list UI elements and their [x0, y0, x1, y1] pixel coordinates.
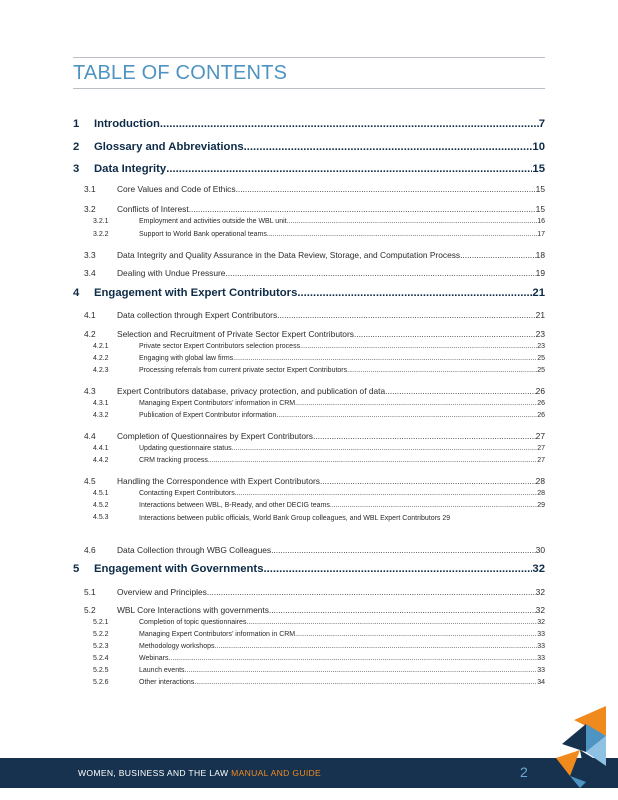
toc-label: Data collection through Expert Contributors	[117, 310, 278, 320]
toc-page: 27	[537, 457, 545, 464]
toc-label: Completion of Questionnaires by Expert Contributors	[117, 431, 313, 441]
toc-page: 25	[537, 355, 545, 362]
toc-page: 27	[535, 431, 545, 441]
toc-entry-4-5-3[interactable]	[93, 514, 545, 536]
toc-label: Interactions between public officials, World Bank Group colleagues, and WBL Expert Contributors 29	[139, 515, 451, 522]
toc-number: 4.3.1	[93, 400, 109, 407]
toc-entry-4-2[interactable]	[84, 329, 545, 339]
toc-number: 4	[73, 287, 80, 299]
toc-number: 4.3.2	[93, 412, 109, 419]
toc-label: Managing Expert Contributors’ information in CRM	[139, 400, 296, 407]
toc-label: Other interactions	[139, 679, 195, 686]
toc-entry-3-2[interactable]	[84, 204, 545, 214]
toc-number: 4.2.3	[93, 367, 109, 374]
toc-label: Engaging with global law firms	[139, 355, 234, 362]
toc-label: Private sector Expert Contributors selection process	[139, 343, 301, 350]
toc-number: 5.2.4	[93, 655, 109, 662]
toc-label: Conflicts of Interest	[117, 204, 189, 214]
toc-number: 5.1	[84, 587, 96, 597]
toc-number: 4.6	[84, 545, 96, 555]
toc-page: 10	[532, 141, 545, 153]
toc-page: 15	[532, 163, 545, 175]
toc-number: 3.2	[84, 204, 96, 214]
toc-label: Support to World Bank operational teams	[139, 231, 267, 238]
toc-number: 4.4.1	[93, 445, 109, 452]
toc-entry-4-5[interactable]	[84, 476, 545, 486]
toc-label: Handling the Correspondence with Expert Contributors	[117, 476, 320, 486]
toc-label: Data Integrity and Quality Assurance in the Data Review, Storage, and Computation Process	[117, 250, 461, 260]
page-title: TABLE OF CONTENTS	[73, 62, 288, 84]
toc-entry-4-3[interactable]	[84, 386, 545, 396]
toc-label: WBL Core Interactions with governments	[117, 605, 269, 615]
toc-number: 5.2	[84, 605, 96, 615]
toc-page: 19	[535, 268, 545, 278]
toc-label: Contacting Expert Contributors	[139, 490, 235, 497]
toc-number: 5.2.2	[93, 631, 109, 638]
toc-entry-1[interactable]	[73, 118, 545, 130]
toc-page: 32	[535, 605, 545, 615]
toc-page: 23	[535, 329, 545, 339]
toc-page: 21	[535, 310, 545, 320]
toc-number: 4.5.2	[93, 502, 109, 509]
toc-entry-4-5-1[interactable]	[93, 490, 545, 497]
toc-label: Interactions between WBL, B-Ready, and other DECIG teams	[139, 502, 330, 509]
toc-label: Methodology workshops	[139, 643, 215, 650]
toc-number: 1	[73, 118, 80, 130]
toc-number: 5.2.1	[93, 619, 109, 626]
toc-page: 34	[537, 679, 545, 686]
toc-number: 5	[73, 563, 80, 575]
toc-entry-5-2-5[interactable]	[93, 667, 545, 674]
toc-label: Completion of topic questionnaires	[139, 619, 247, 626]
toc-label: Webinars	[139, 655, 169, 662]
toc-label: Expert Contributors database, privacy protection, and publication of data	[117, 386, 386, 396]
toc-entry-5-2-1[interactable]	[93, 619, 545, 626]
toc-page: 15	[535, 184, 545, 194]
toc-page: 17	[537, 231, 545, 238]
toc-entry-4-3-1[interactable]	[93, 400, 545, 407]
toc-page: 28	[537, 490, 545, 497]
toc-page: 26	[537, 412, 545, 419]
toc-page: 29	[537, 502, 545, 509]
toc-entry-5-2-6[interactable]	[93, 679, 545, 686]
toc-page: 25	[537, 367, 545, 374]
toc-page: 23	[537, 343, 545, 350]
toc-label: Glossary and Abbreviations	[94, 141, 244, 153]
toc-label: Publication of Expert Contributor information	[139, 412, 277, 419]
toc-number: 3.4	[84, 268, 96, 278]
toc-entry-4-2-3[interactable]	[93, 367, 545, 374]
page-number: 2	[520, 764, 528, 780]
toc-page: 33	[537, 667, 545, 674]
toc-label: Data Collection through WBG Colleagues	[117, 545, 272, 555]
toc-label: Data Integrity	[94, 163, 167, 175]
toc-number: 2	[73, 141, 80, 153]
toc-entry-3-2-1[interactable]	[93, 218, 545, 225]
toc-entry-4-4-2[interactable]	[93, 457, 545, 464]
toc-entry-4-5-2[interactable]	[93, 502, 545, 509]
footer-title-accent: MANUAL AND GUIDE	[231, 768, 322, 778]
toc-entry-3-3[interactable]	[84, 250, 545, 260]
footer-title-main: WOMEN, BUSINESS AND THE LAW	[78, 768, 229, 778]
toc-label: Launch events	[139, 667, 185, 674]
toc-number: 4.5	[84, 476, 96, 486]
toc-entry-4-1[interactable]	[84, 310, 545, 320]
toc-label: Managing Expert Contributors’ information in CRM	[139, 631, 296, 638]
toc-page: 21	[532, 287, 545, 299]
toc-page: 32	[532, 563, 545, 575]
toc-entry-4-2-1[interactable]	[93, 343, 545, 350]
toc-number: 5.2.3	[93, 643, 109, 650]
toc-page: 32	[537, 619, 545, 626]
toc-number: 4.2.2	[93, 355, 109, 362]
toc-entry-3[interactable]	[73, 163, 545, 175]
toc-label: Processing referrals from current private sector Expert Contributors	[139, 367, 348, 374]
toc-page: 33	[537, 631, 545, 638]
footer-title	[78, 768, 321, 778]
toc-entry-4-4-1[interactable]	[93, 445, 545, 452]
toc-page: 30	[535, 545, 545, 555]
toc-entry-3-1[interactable]	[84, 184, 545, 194]
toc-entry-5[interactable]	[73, 563, 545, 575]
toc-number: 3.1	[84, 184, 96, 194]
toc-number: 3	[73, 163, 80, 175]
toc-page: 32	[535, 587, 545, 597]
toc-label: Engagement with Expert Contributors	[94, 287, 298, 299]
top-divider	[73, 57, 545, 58]
toc-number: 4.1	[84, 310, 96, 320]
page-footer	[0, 758, 618, 788]
toc-page: 15	[535, 204, 545, 214]
toc-number: 4.2.1	[93, 343, 109, 350]
toc-number: 5.2.6	[93, 679, 109, 686]
toc-entry-5-2-2[interactable]	[93, 631, 545, 638]
toc-label: Introduction	[94, 118, 160, 130]
title-divider	[73, 88, 545, 89]
toc-label: Dealing with Undue Pressure	[117, 268, 226, 278]
toc-entry-4-2-2[interactable]	[93, 355, 545, 362]
toc-page: 33	[537, 643, 545, 650]
toc-label: Overview and Principles	[117, 587, 207, 597]
toc-number: 4.5.1	[93, 490, 109, 497]
toc-number: 4.2	[84, 329, 96, 339]
toc-entry-3-4[interactable]	[84, 268, 545, 278]
toc-entry-5-2-3[interactable]	[93, 643, 545, 650]
toc-number: 4.4	[84, 431, 96, 441]
toc-page: 27	[537, 445, 545, 452]
toc-page: 26	[535, 386, 545, 396]
toc-label: Core Values and Code of Ethics	[117, 184, 236, 194]
toc-entry-5-1[interactable]	[84, 587, 545, 597]
toc-number: 3.3	[84, 250, 96, 260]
toc-label: Engagement with Governments	[94, 563, 264, 575]
toc-page: 7	[538, 118, 545, 130]
toc-label: Updating questionnaire status	[139, 445, 232, 452]
toc-page: 33	[537, 655, 545, 662]
toc-number: 4.5.3	[93, 514, 109, 521]
toc-number: 3.2.2	[93, 231, 109, 238]
geometric-logo-icon	[556, 706, 606, 788]
toc-number: 4.3	[84, 386, 96, 396]
toc-entry-3-2-2[interactable]	[93, 231, 545, 238]
toc-entry-2[interactable]	[73, 141, 545, 153]
toc-number: 4.4.2	[93, 457, 109, 464]
toc-entry-5-2[interactable]	[84, 605, 545, 615]
toc-entry-4-4[interactable]	[84, 431, 545, 441]
toc-entry-5-2-4[interactable]	[93, 655, 545, 662]
toc-page: 16	[537, 218, 545, 225]
toc-label: CRM tracking process	[139, 457, 208, 464]
toc-label: Selection and Recruitment of Private Sector Expert Contributors	[117, 329, 354, 339]
toc-label: Employment and activities outside the WBL unit	[139, 218, 287, 225]
toc-page: 18	[535, 250, 545, 260]
toc-entry-4-6[interactable]	[84, 545, 545, 555]
toc-entry-4-3-2[interactable]	[93, 412, 545, 419]
toc-page: 26	[537, 400, 545, 407]
toc-number: 3.2.1	[93, 218, 109, 225]
toc-page: 28	[535, 476, 545, 486]
toc-number: 5.2.5	[93, 667, 109, 674]
toc-entry-4[interactable]	[73, 287, 545, 299]
